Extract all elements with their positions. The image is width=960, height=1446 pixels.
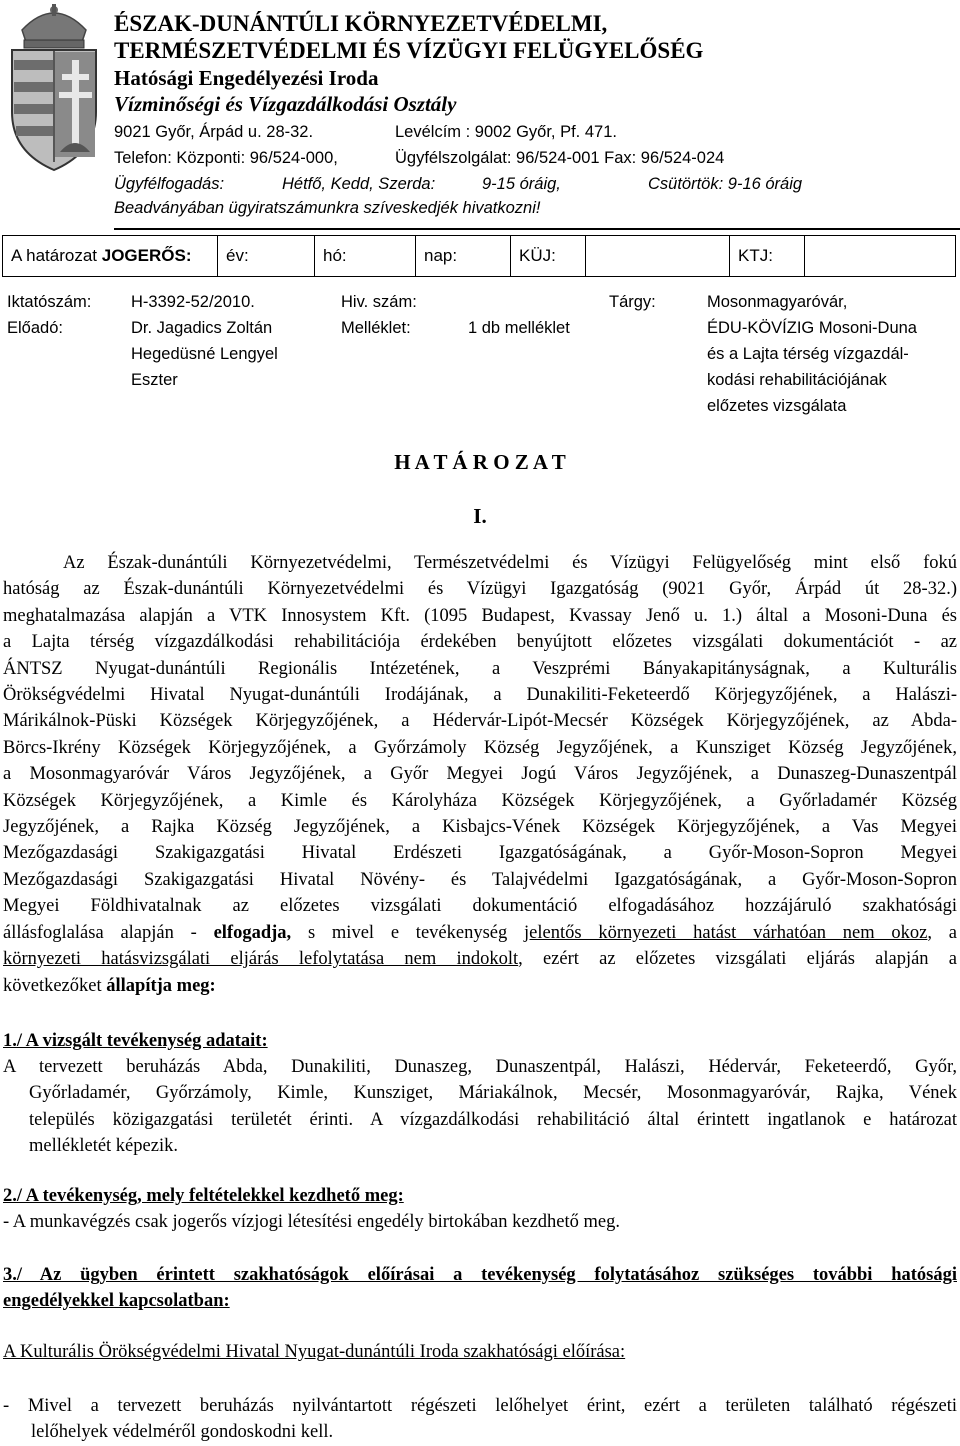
document-title: H A T Á R O Z A T: [394, 450, 566, 474]
paragraph-line: a Mosonmagyaróvár Város Jegyzőjének, a Győr Megyei Jogú Város Jegyzőjének, a Dunaszeg-Dunaszentpál: [3, 764, 957, 785]
org-name-line1: ÉSZAK-DUNÁNTÚLI KÖRNYEZETVÉDELMI,: [114, 11, 608, 36]
no-significant-impact: jelentős környezeti hatást várhatóan nem okoz: [524, 922, 928, 943]
subject-line4: kodási rehabilitációjának: [707, 371, 887, 389]
hours-time: 9-15 óráig,: [482, 175, 561, 193]
paragraph-line: meghatalmazása alapján a VTK Innosystem Kft. (1095 Budapest, Kvassay Jenő u. 1.) által a Mosoni-Duna és: [3, 605, 957, 626]
paragraph-line: település közigazgatási területét érinti. A vízgazdálkodási rehabilitáció által érintett ingatlanok e határozat: [29, 1109, 957, 1130]
section-1-heading: 1./ A vizsgált tevékenység adatait:: [3, 1031, 268, 1051]
paragraph-line: környezeti hatásvizsgálati eljárás lefolytatása nem indokolt, ezért az előzetes vizsgálati eljárás alapján a: [3, 949, 957, 970]
postal-address: Levélcím : 9002 Győr, Pf. 471.: [395, 123, 617, 141]
presenter-label: Előadó:: [7, 319, 63, 337]
file-no: H-3392-52/2010.: [131, 293, 255, 311]
section-number: I.: [473, 504, 487, 528]
reference-note: Beadványában ügyiratszámunkra szíveskedjék hivatkozni!: [114, 199, 541, 217]
presenter-line1: Dr. Jagadics Zoltán: [131, 319, 273, 337]
coat-of-arms-icon: [2, 2, 106, 174]
subject-line2: ÉDU-KÖVÍZIG Mosoni-Duna: [707, 319, 917, 337]
ktj-value: [805, 236, 956, 277]
authority-requirement-heading: A Kulturális Örökségvédelmi Hivatal Nyugat-dunántúli Iroda szakhatósági előírása:: [3, 1342, 626, 1362]
paragraph-line: Mezőgazdasági Szakigazgatási Hivatal Erdészeti Igazgatóságának, a Győr-Moson-Sopron Megyei: [3, 843, 957, 864]
section-2-heading: 2./ A tevékenység, mely feltételekkel kezdhető meg:: [3, 1186, 404, 1206]
presenter-line3: Eszter: [131, 371, 178, 389]
finality-year: év:: [218, 236, 315, 277]
subject-line1: Mosonmagyaróvár,: [707, 293, 848, 311]
paragraph-line: Örökségvédelmi Hivatal Nyugat-dunántúli Irodájának, a Dunakiliti-Feketeerdő Körjegyzőjének, a Halászi-: [3, 685, 957, 706]
subject-label: Tárgy:: [609, 293, 656, 311]
header-divider: [114, 228, 960, 230]
eia-not-justified: környezeti hatásvizsgálati eljárás lefolytatása nem indokolt: [3, 949, 519, 970]
paragraph-line: lelőhelyek védelméről gondoskodni kell.: [31, 1422, 334, 1443]
subject-line3: és a Lajta térség vízgazdál-: [707, 345, 909, 363]
phone-central: Telefon: Központi: 96/524-000,: [114, 149, 338, 167]
decision-paragraph: [3, 550, 957, 999]
paragraph-line: állásfoglalása alapján - elfogadja, s mivel e tevékenység jelentős környezeti hatást várhatóan nem okoz, a: [3, 922, 957, 943]
section-1-text: [3, 1054, 957, 1160]
paragraph-line: Győrladamér, Győrzámoly, Kimle, Kunsziget, Máriakálnok, Mecsér, Mosonmagyaróvár, Rajka, Vének: [29, 1083, 957, 1104]
attachment-label: Melléklet:: [341, 319, 411, 337]
kuj-value: [586, 236, 730, 277]
phone-service: Ügyfélszolgálat: 96/524-001 Fax: 96/524-024: [395, 149, 725, 167]
finality-label: A határozat JOGERŐS:: [3, 236, 218, 277]
paragraph-line: A tervezett beruházás Abda, Dunakiliti, Dunaszeg, Dunaszentpál, Halászi, Hédervár, Feketeerdő, Győr,: [3, 1057, 957, 1077]
office-name: Hatósági Engedélyezési Iroda: [114, 66, 379, 90]
paragraph-line: Községek Körjegyzőjének, a Kimle és Károlyháza Községek Körjegyzőjének, a Győrladamér Község: [3, 790, 957, 811]
paragraph-line: Börcs-Ikrény Községek Körjegyzőjének, a Győrzámoly Község Jegyzőjének, a Kunsziget Község Jegyzőjének,: [3, 737, 957, 758]
section-2-text: - A munkavégzés csak jogerős vízjogi létesítési engedély birtokában kezdhető meg.: [3, 1212, 620, 1232]
reference-no-label: Hiv. szám:: [341, 293, 417, 311]
address: 9021 Győr, Árpád u. 28-32.: [114, 123, 314, 141]
department-name: Vízminőségi és Vízgazdálkodási Osztály: [114, 92, 457, 116]
hours-days: Hétfő, Kedd, Szerda:: [282, 175, 436, 193]
finality-day: nap:: [416, 236, 511, 277]
hours-label: Ügyfélfogadás:: [114, 175, 225, 193]
finality-month: hó:: [315, 236, 416, 277]
presenter-line2: Hegedüsné Lengyel: [131, 345, 278, 363]
paragraph-line: hatóság az Észak-dunántúli Környezetvédelmi és Vízügyi Igazgatóság (9021 Győr, Árpád út 28-32.): [3, 579, 957, 600]
attachment-value: 1 db melléklet: [468, 319, 570, 337]
subject-line5: előzetes vizsgálata: [707, 397, 847, 415]
paragraph-line: Márikálnok-Püski Községek Körjegyzőjének, a Hédervár-Lipót-Mecsér Községek Körjegyzőjének, az Abda-: [3, 711, 957, 732]
paragraph-line: - Mivel a tervezett beruházás nyilvántartott régészeti lelőhelyet érint, ezért a területen található régészeti: [3, 1396, 957, 1416]
authority-requirement-text: [3, 1393, 957, 1446]
ktj-field: KTJ:: [730, 236, 805, 277]
paragraph-line: Megyei Földhivatalnak az előzetes vizsgálati dokumentáció elfogadásához hozzájáruló szakhatósági: [3, 896, 957, 917]
paragraph-line: Az Észak-dunántúli Környezetvédelmi, Természetvédelmi és Vízügyi Felügyelőség mint első fokú: [63, 553, 957, 573]
file-no-label: Iktatószám:: [7, 293, 92, 311]
org-name-line2: TERMÉSZETVÉDELMI ÉS VÍZÜGYI FELÜGYELŐSÉG: [114, 38, 704, 63]
paragraph-line: a Lajta térség vízgazdálkodási rehabilitációja érdekében benyújtott előzetes vizsgálati dokumentációt - az: [3, 632, 957, 653]
paragraph-line: Jegyzőjének, a Rajka Község Jegyzőjének, a Kisbajcs-Vének Községek Körjegyzőjének, a Vas Megyei: [3, 817, 957, 838]
kuj-field: KÜJ:: [511, 236, 586, 277]
finality-table: [2, 235, 956, 277]
paragraph-line: következőket állapítja meg:: [3, 975, 216, 996]
section-3-heading: 3./ Az ügyben érintett szakhatóságok előírásai a tevékenység folytatásához szükséges további hatósági engedélyekkel kapcsolatban:: [3, 1265, 957, 1312]
paragraph-line: ÁNTSZ Nyugat-dunántúli Regionális Intézetének, a Veszprémi Bányakapitányságnak, a Kulturális: [3, 658, 957, 679]
paragraph-line: Mezőgazdasági Szakigazgatási Hivatal Növény- és Talajvédelmi Igazgatóságának, a Győr-Moson-Sopron: [3, 869, 957, 890]
hours-thursday: Csütörtök: 9-16 óráig: [648, 175, 803, 193]
decision-accepts: elfogadja,: [213, 922, 292, 943]
paragraph-line: mellékletét képezik.: [29, 1136, 178, 1157]
